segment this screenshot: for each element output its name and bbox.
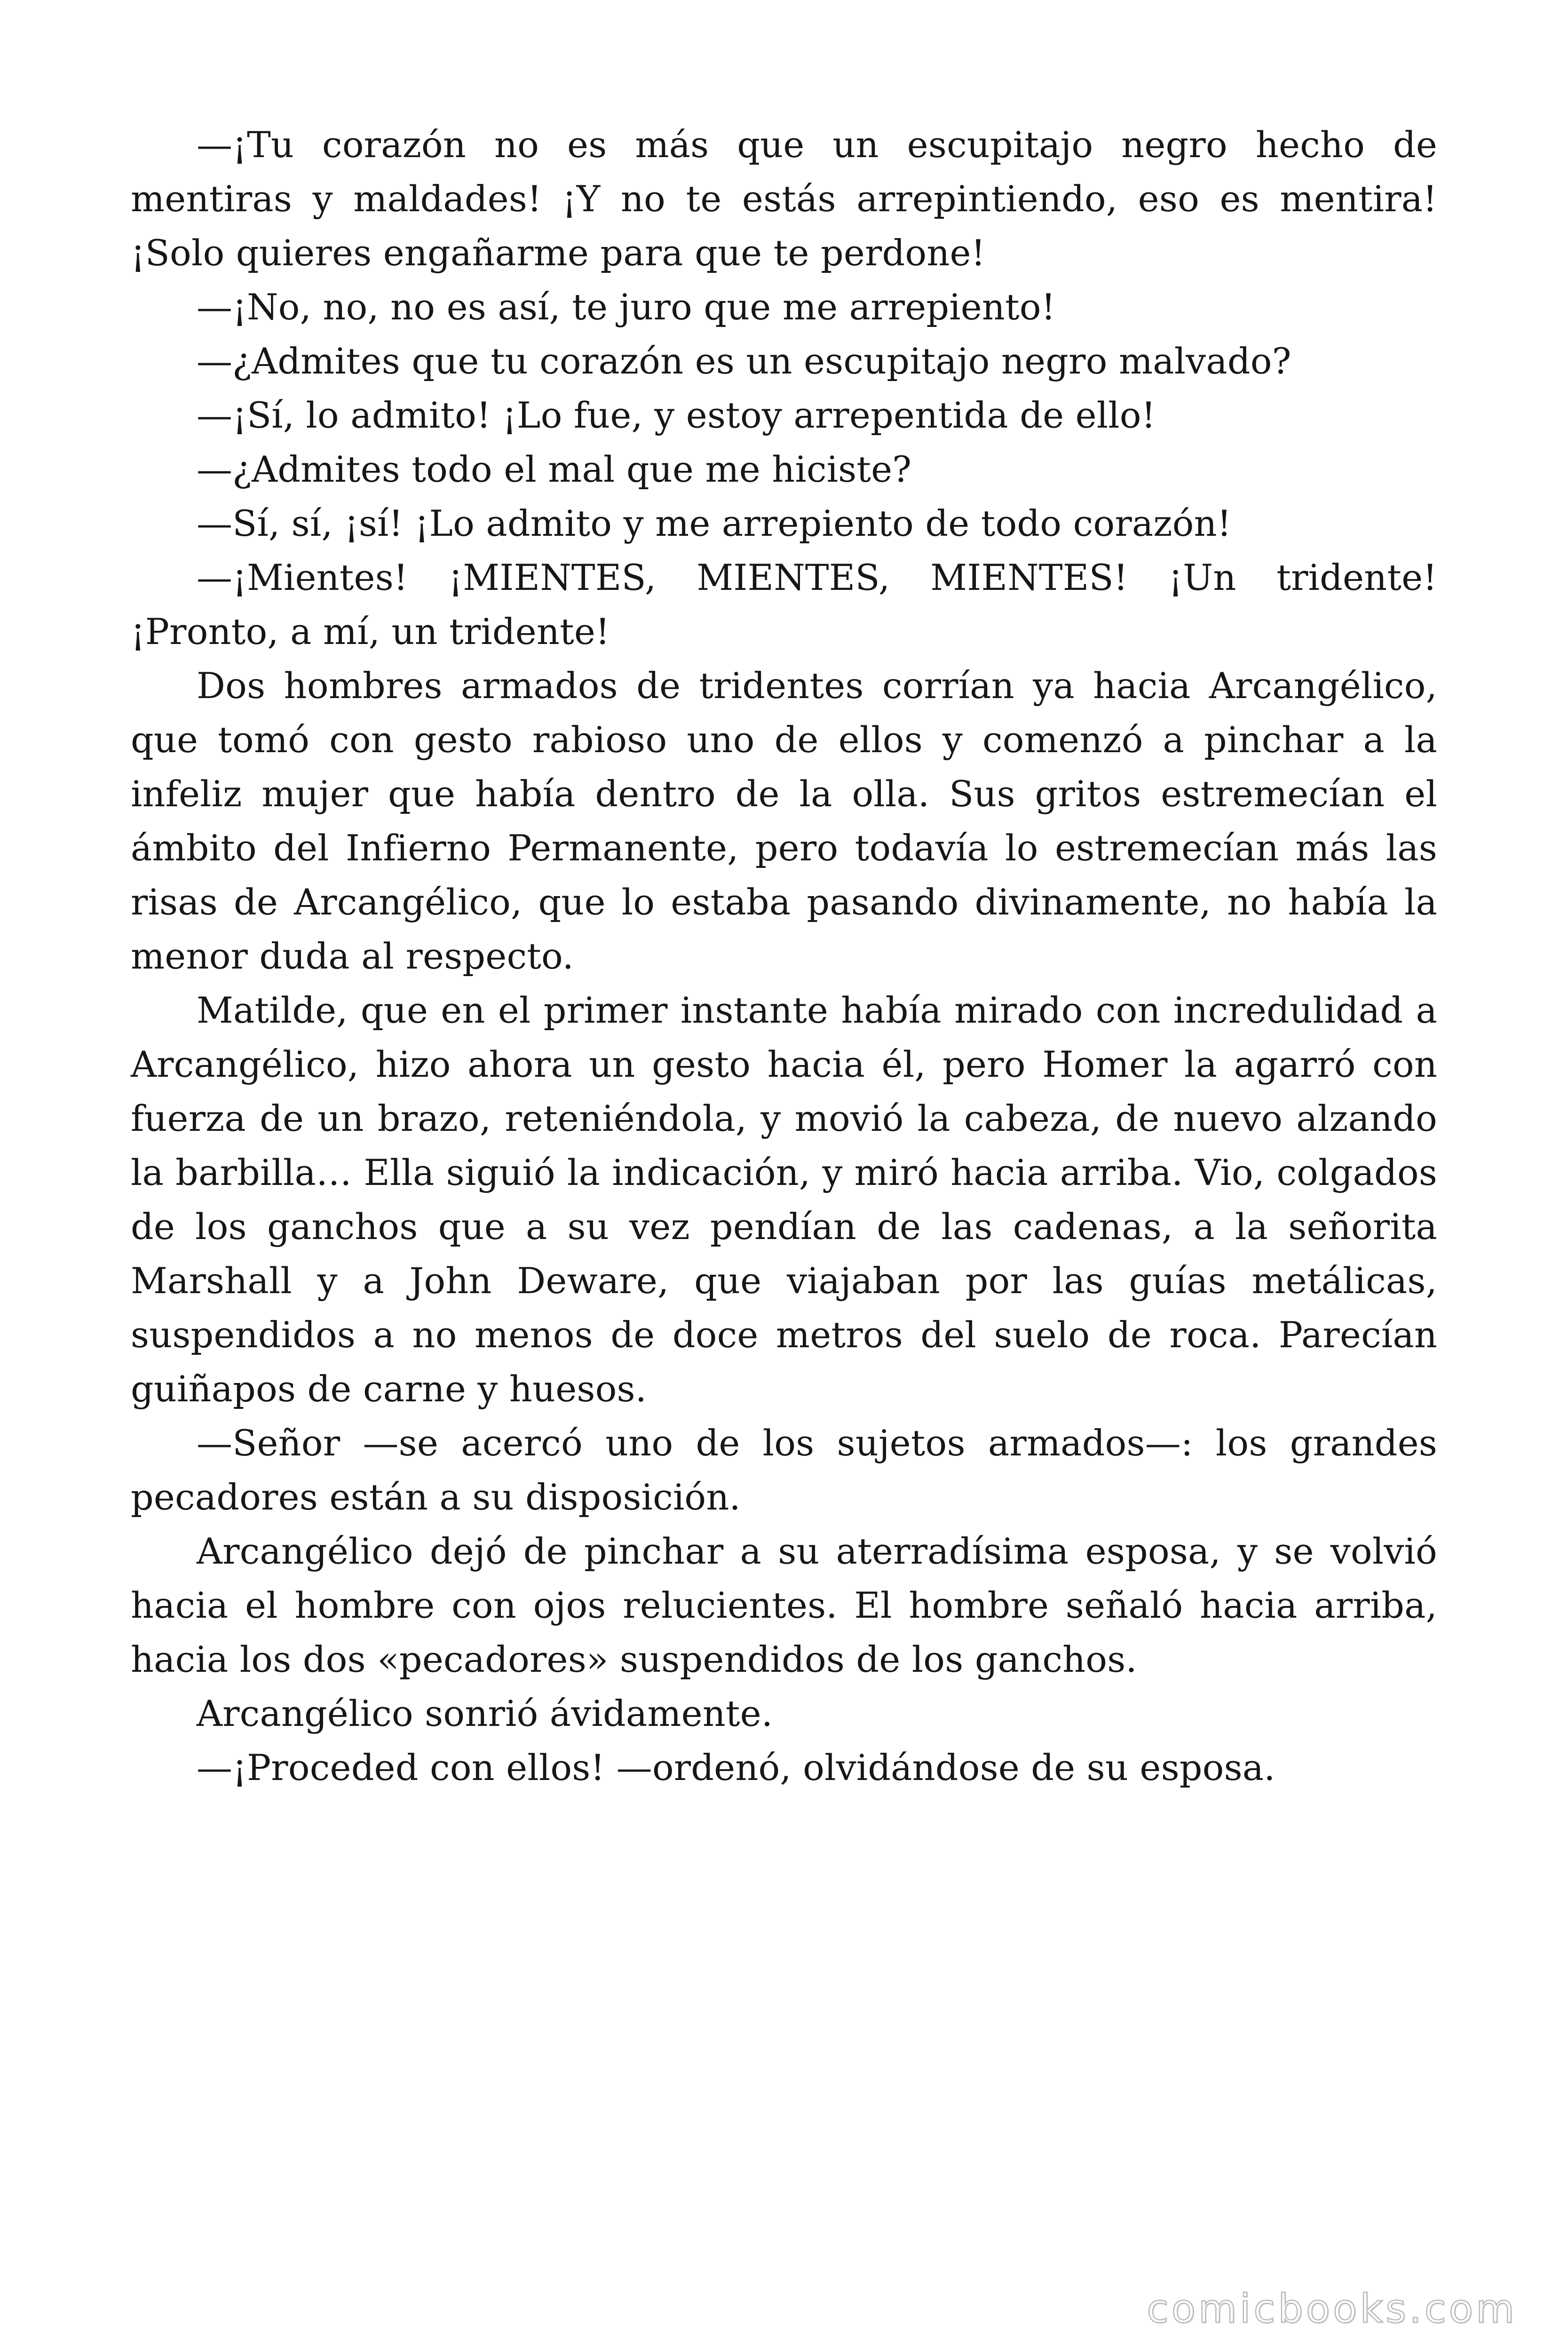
paragraph: Arcangélico dejó de pinchar a su aterradísima esposa, y se volvió hacia el hombre con ojos relucientes. El hombre señaló hacia arriba, hacia los dos «pecadores» suspendidos de los ganchos. <box>131 1530 1437 1680</box>
body-text <box>131 118 1437 1795</box>
paragraph: Matilde, que en el primer instante había mirado con incredulidad a Arcangélico, hizo ahora un gesto hacia él, pero Homer la agarró con fuerza de un brazo, reteniéndola, y movió la cabeza, de nuevo alzando la barbilla… Ella siguió la indicación, y miró hacia arriba. Vio, colgados de los ganchos que a su vez pendían de las cadenas, a la señorita Marshall y a John Deware, que viajaban por las guías metálicas, suspendidos a no menos de doce metros del suelo de roca. Parecían guiñapos de carne y huesos. <box>131 989 1437 1410</box>
paragraph: —¡Proceded con ellos! —ordenó, olvidándose de su esposa. <box>197 1747 1275 1788</box>
paragraph: —¡No, no, no es así, te juro que me arrepiento! <box>197 286 1056 328</box>
paragraph: —¿Admites que tu corazón es un escupitajo negro malvado? <box>197 340 1291 382</box>
paragraph: —¡Tu corazón no es más que un escupitajo negro hecho de mentiras y maldades! ¡Y no te estás arrepintiendo, eso es mentira! ¡Solo quieres engañarme para que te perdone! <box>131 124 1437 274</box>
paragraph: Dos hombres armados de tridentes corrían ya hacia Arcangélico, que tomó con gesto rabioso uno de ellos y comenzó a pinchar a la infeliz mujer que había dentro de la olla. Sus gritos estremecían el ámbito del Infierno Permanente, pero todavía lo estremecían más las risas de Arcangélico, que lo estaba pasando divinamente, no había la menor duda al respecto. <box>131 665 1437 977</box>
paragraph: —¡Sí, lo admito! ¡Lo fue, y estoy arrepentida de ello! <box>197 394 1156 436</box>
paragraph: Arcangélico sonrió ávidamente. <box>197 1692 773 1734</box>
paragraph: —¿Admites todo el mal que me hiciste? <box>197 448 912 490</box>
paragraph: —Señor —se acercó uno de los sujetos armados—: los grandes pecadores están a su disposición. <box>131 1422 1437 1518</box>
paragraph: —¡Mientes! ¡MIENTES, MIENTES, MIENTES! ¡Un tridente! ¡Pronto, a mí, un tridente! <box>131 556 1437 652</box>
watermark: comicbooks.com <box>1147 2286 1517 2332</box>
paragraph: —Sí, sí, ¡sí! ¡Lo admito y me arrepiento de todo corazón! <box>197 502 1232 544</box>
